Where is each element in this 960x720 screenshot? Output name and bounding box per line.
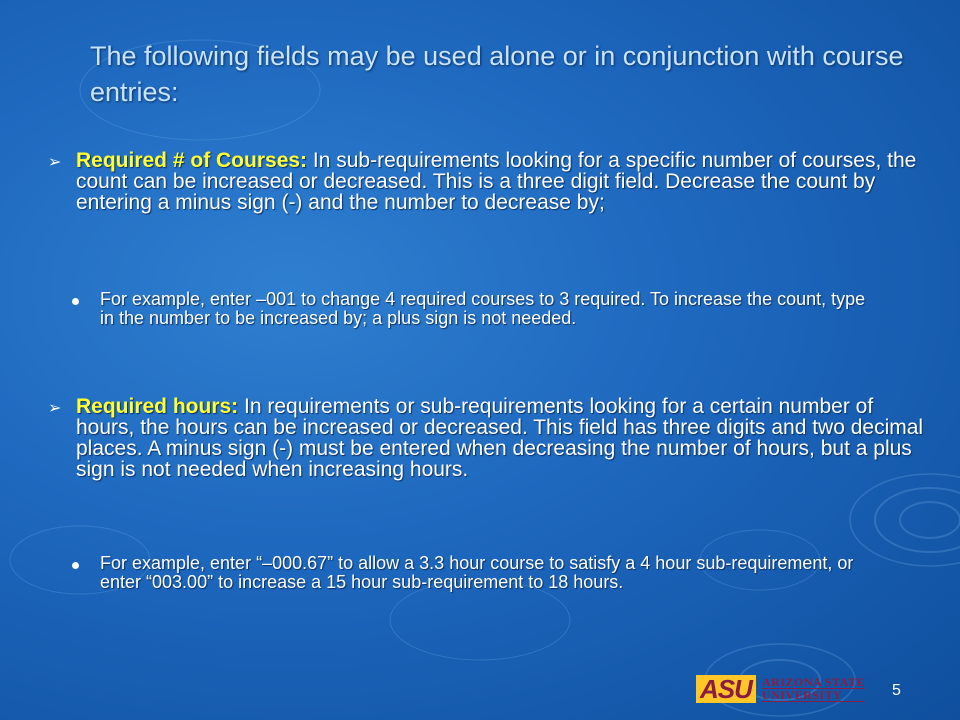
bullet-required-courses — [48, 150, 928, 213]
asu-logo — [696, 675, 865, 703]
bullet-term: Required hours: — [76, 395, 239, 418]
sub-bullet-text: For example, enter –001 to change 4 required courses to 3 required. To increase the count, type in the number to be increased by; a plus sign is not needed. — [100, 289, 866, 328]
arrow-bullet-icon: ➢ — [48, 400, 62, 417]
bullet-text — [76, 396, 926, 480]
asu-wordmark — [762, 676, 865, 702]
sub-bullet-text: For example, enter “–000.67” to allow a 3.3 hour course to satisfy a 4 hour sub-requirement, or enter “003.00” to increase a 15 hour sub-requirement to 18 hours. — [100, 553, 854, 592]
dot-bullet-icon — [72, 290, 100, 305]
asu-mark: ASU — [696, 675, 756, 703]
sub-bullet-hours-example — [72, 554, 898, 592]
slide-title: The following fields may be used alone or in conjunction with course entries: — [90, 41, 904, 107]
page-number: 5 — [892, 682, 901, 699]
bullet-text — [76, 150, 926, 213]
asu-wordmark-line2: UNIVERSITY — [762, 689, 865, 702]
dot-bullet-icon — [72, 554, 100, 569]
bullet-term: Required # of Courses: — [76, 149, 308, 172]
bullet-required-hours — [48, 396, 928, 480]
sub-bullet-courses-example — [72, 290, 898, 328]
bullet-body: In sub-requirements looking for a specific number of courses, the count can be increased or decreased. This is a three digit field. Decrease the count by entering a minus sign (-) and the number to decrease by; — [76, 149, 917, 214]
arrow-bullet-icon: ➢ — [48, 154, 62, 171]
bullet-body: In requirements or sub-requirements looking for a certain number of hours, the hours can be increased or decreased. This field has three digits and two decimal places. A minus sign (-) must be entered when decreasing the number of hours, but a plus sign is not needed when increasing hours. — [76, 395, 924, 481]
asu-wordmark-line1: ARIZONA STATE — [761, 675, 865, 689]
